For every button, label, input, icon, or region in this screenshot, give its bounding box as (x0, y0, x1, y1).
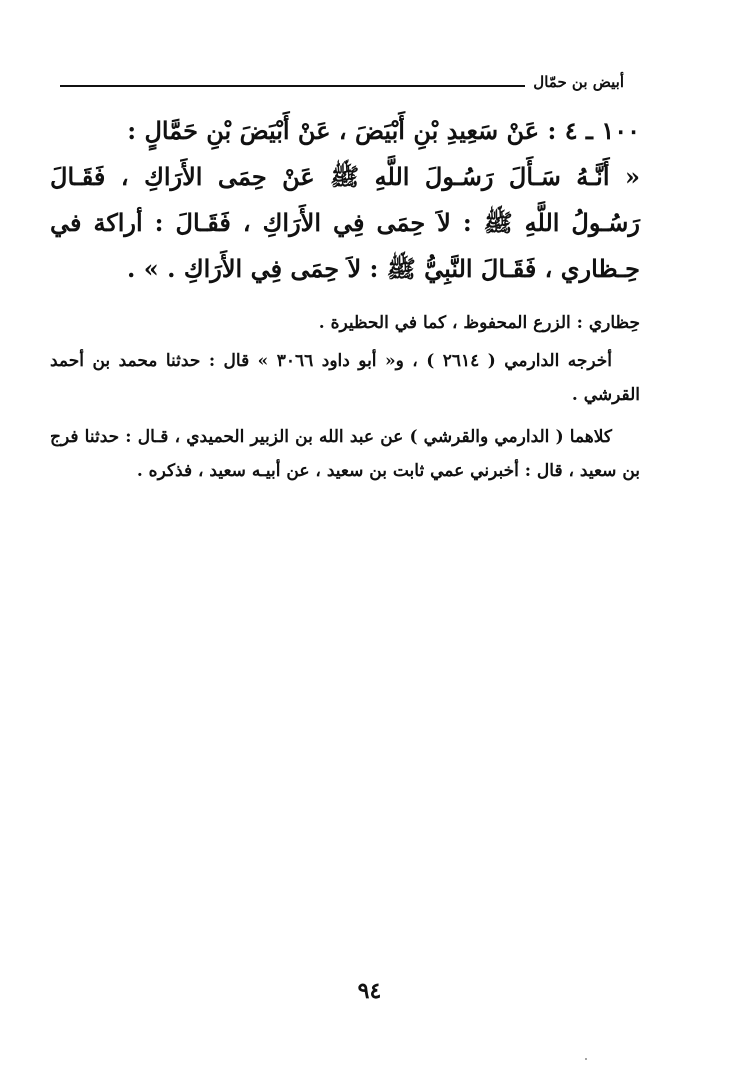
hadith-intro (50, 108, 640, 154)
running-header (60, 64, 624, 92)
gloss-note (50, 306, 640, 340)
hadith-number: ١٠٠ ـ ٤ : (547, 116, 640, 145)
scan-speck (585, 1058, 587, 1060)
hadith-isnad: عَنْ سَعِيدِ بْنِ أَبْيَضَ ، عَنْ أَبْيَضَ بْنِ حَمَّالٍ : (127, 116, 540, 145)
hadith-matn: « أَنَّـهُ سَـأَلَ رَسُـولَ اللَّهِ ﷺ عَنْ حِمَى الأَرَاكِ ، فَقَـالَ رَسُـولُ اللَّهِ ﷺ : لاَ حِمَى فِي الأَرَاكِ ، فَقَـالَ : أراكة في حِـظاري ، فَقَـالَ النَّبِيُّ ﷺ : لاَ حِمَى فِي الأَرَاكِ . » . (50, 162, 640, 283)
page-number: ٩٤ (357, 978, 382, 1004)
running-title: أبيض بن حمّال (533, 73, 624, 91)
gloss-text: حِظاري : الزرع المحفوظ ، كما في الحظيرة . (318, 313, 640, 333)
hadith-block (50, 108, 640, 292)
takhrij-text: أخرجه الدارمي ( ٢٦١٤ ) ، و« أبو داود ٣٠٦٦ » قال : حدثنا محمد بن أحمد القرشي . (50, 351, 640, 405)
chain-text: كلاهما ( الدارمي والقرشي ) عن عبد الله بن الزبير الحميدي ، قـال : حدثنا فرج بن سعيد ، قال : أخبرني عمي ثابت بن سعيد ، عن أبيـه سعيد ، فذكره . (50, 427, 640, 481)
header-rule (60, 85, 525, 87)
chain-note (50, 420, 640, 488)
takhrij-note (50, 344, 640, 412)
